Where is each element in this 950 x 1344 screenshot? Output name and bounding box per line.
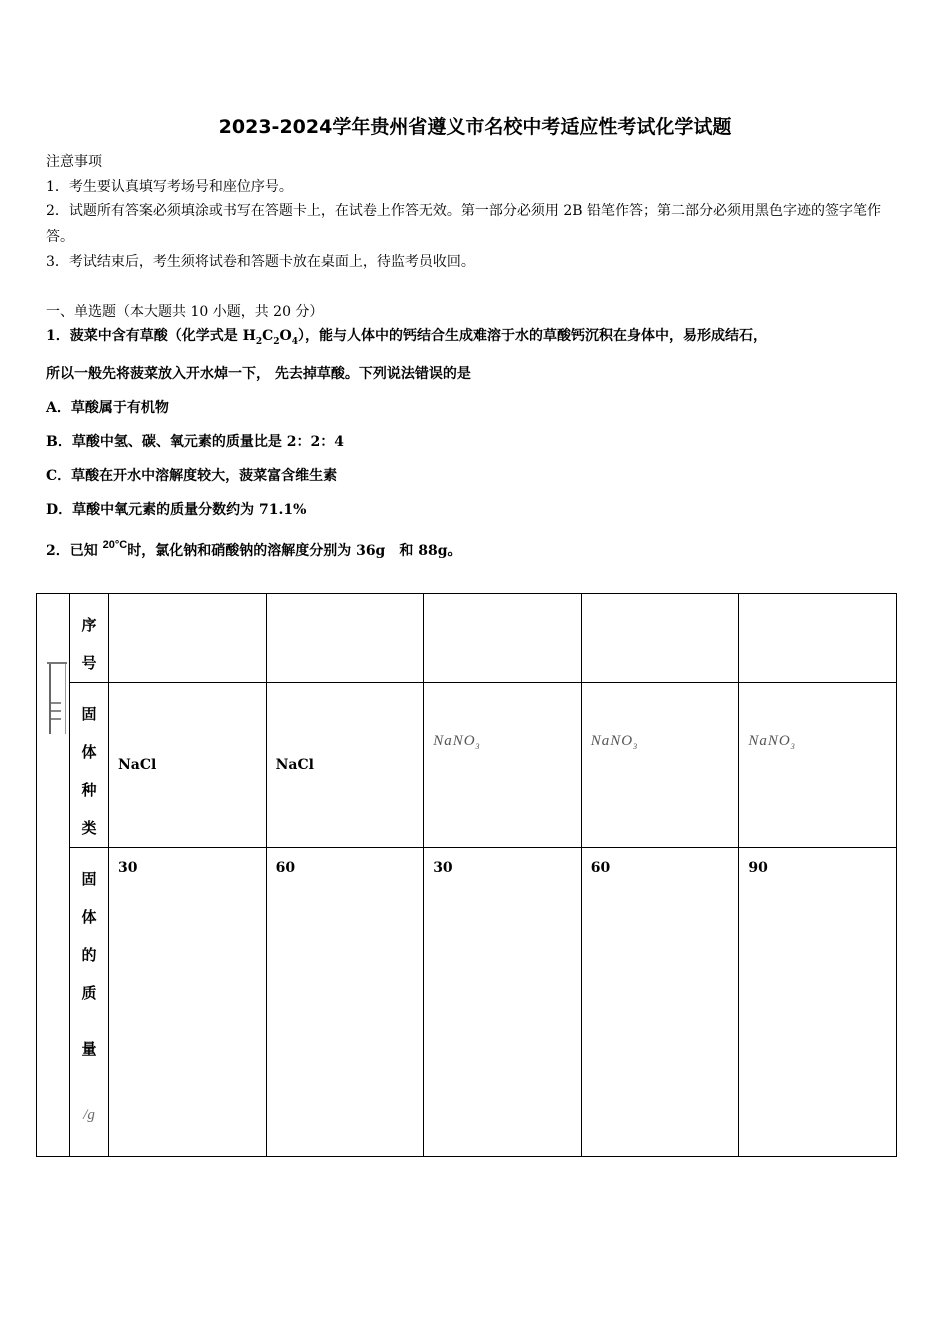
section-heading: 一、单选题（本大题共 10 小题，共 20 分）: [46, 304, 324, 320]
temperature-label: 20°C: [102, 539, 128, 551]
oxalic-acid-formula: $H_2C_2O_4$: [242, 328, 299, 347]
mass-cell-2: 60: [266, 848, 424, 1157]
mass-cell-4: 60: [581, 848, 739, 1157]
q1-option-d: D．草酸中氧元素的质量分数约为 71.1%: [46, 502, 307, 518]
notice-item-1: 1．考生要认真填写考场号和座位序号。: [46, 179, 293, 195]
solid-type-cell-1: NaCl: [109, 683, 267, 848]
question-2-stem: 2．已知 $^{20^\circ C}$时，氯化钠和硝酸钠的溶解度分别为 36g 和 88g。: [46, 539, 462, 559]
index-cell-2: [266, 594, 424, 683]
mass-unit: /g: [83, 1107, 95, 1123]
table-row-solid-type: [37, 683, 897, 848]
solid-type-cell-4: NaNO$_3$: [581, 683, 739, 848]
mass-cell-5: 90: [739, 848, 897, 1157]
table-row-index: [37, 594, 897, 683]
notice-heading: 注意事项: [46, 154, 102, 170]
solid-type-cell-2: NaCl: [266, 683, 424, 848]
index-cell-3: [424, 594, 582, 683]
solid-type-cell-5: NaNO$_3$: [739, 683, 897, 848]
header-solid-type: 固 体 种 类: [70, 683, 109, 848]
question-1-stem: [46, 326, 767, 352]
table-row-mass: [37, 848, 897, 1157]
header-index: 序 号: [70, 594, 109, 683]
q1-stem-c: 所以一般先将菠菜放入开水焯一下， 先去掉草酸。下列说法错误的是: [46, 366, 471, 382]
q1-option-a: A．草酸属于有机物: [46, 400, 169, 416]
q1-stem-a: 1．菠菜中含有草酸（化学式是: [46, 328, 243, 344]
header-solid-mass: 固 体 的 质 量 /g: [70, 848, 109, 1157]
mass-cell-3: 30: [424, 848, 582, 1157]
notice-item-3: 3．考试结束后，考生须将试卷和答题卡放在桌面上，待监考员收回。: [46, 254, 475, 270]
notice-item-2: 2．试题所有答案必须填涂或书写在答题卡上，在试卷上作答无效。第一部分必须用 2B 铅笔作答；第二部分必须用黑色字迹的签字笔作答。: [46, 203, 881, 245]
solid-type-cell-3: NaNO$_3$: [424, 683, 582, 848]
q1-stem-b: ），能与人体中的钙结合生成难溶于水的草酸钙沉积在身体中，易形成结石，: [298, 328, 768, 344]
mass-cell-1: 30: [109, 848, 267, 1157]
experiment-table: [36, 593, 897, 1157]
q1-option-c: C．草酸在开水中溶解度较大，菠菜富含维生素: [46, 468, 338, 484]
index-cell-5: [739, 594, 897, 683]
index-cell-1: [109, 594, 267, 683]
page-title: 2023-2024学年贵州省遵义市名校中考适应性考试化学试题: [218, 116, 732, 138]
q1-option-b: B．草酸中氢、碳、氧元素的质量比是 2：2：4: [46, 434, 344, 450]
index-cell-4: [581, 594, 739, 683]
apparatus-cell: [37, 594, 70, 1157]
